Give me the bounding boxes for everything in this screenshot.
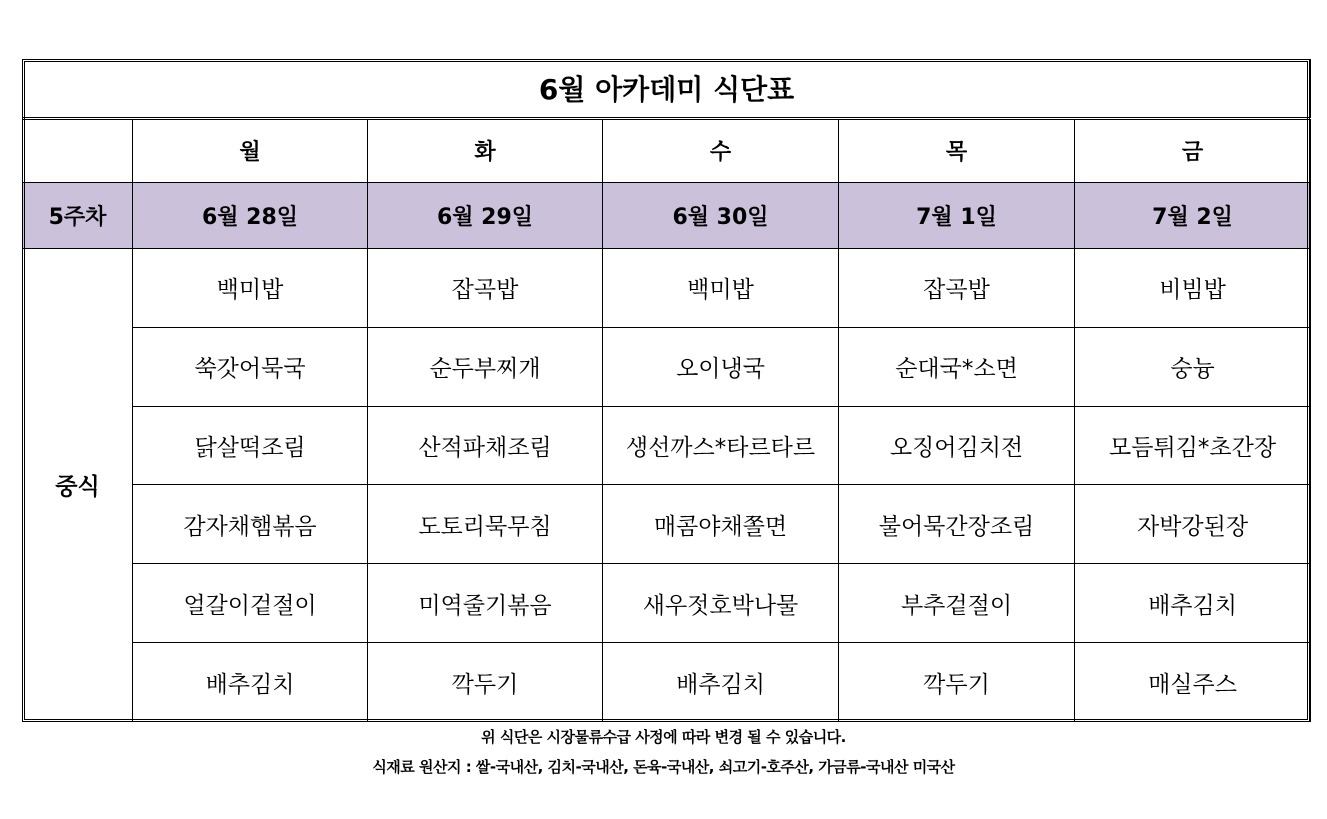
dish-cell: 오이냉국: [603, 327, 839, 406]
dish-cell: 깍두기: [839, 643, 1075, 722]
dish-cell: 오징어김치전: [839, 406, 1075, 485]
meal-label: 중식: [23, 248, 133, 721]
dish-cell: 산적파채조림: [368, 406, 603, 485]
date-fri: 7월 2일: [1075, 183, 1311, 249]
date-tue: 6월 29일: [368, 183, 603, 249]
dish-cell: 배추김치: [133, 643, 368, 722]
dish-cell: 도토리묵무침: [368, 485, 603, 564]
dish-cell: 백미밥: [133, 248, 368, 327]
dish-cell: 매콤야채쫄면: [603, 485, 839, 564]
dish-cell: 미역줄기볶음: [368, 564, 603, 643]
change-notice: 위 식단은 시장물류수급 사정에 따라 변경 될 수 있습니다.: [481, 728, 846, 746]
weekday-tue: 화: [368, 118, 603, 183]
weekday-mon: 월: [133, 118, 368, 183]
dish-cell: 백미밥: [603, 248, 839, 327]
dish-cell: 감자채햄볶음: [133, 485, 368, 564]
dish-cell: 순두부찌개: [368, 327, 603, 406]
origin-notice: 식재료 원산지 : 쌀-국내산, 김치-국내산, 돈육-국내산, 쇠고기-호주산, 가금류-국내산 미국산: [372, 758, 955, 776]
date-thu: 7월 1일: [839, 183, 1075, 249]
dish-cell: 불어묵간장조림: [839, 485, 1075, 564]
dish-cell: 배추김치: [1075, 564, 1311, 643]
dish-cell: 닭살떡조림: [133, 406, 368, 485]
date-mon: 6월 28일: [133, 183, 368, 249]
dish-cell: 배추김치: [603, 643, 839, 722]
dish-cell: 자박강된장: [1075, 485, 1311, 564]
dish-cell: 매실주스: [1075, 643, 1311, 722]
weekday-wed: 수: [603, 118, 839, 183]
week-label: 5주차: [23, 183, 133, 249]
dish-cell: 생선까스*타르타르: [603, 406, 839, 485]
dish-cell: 쑥갓어묵국: [133, 327, 368, 406]
weekday-fri: 금: [1075, 118, 1311, 183]
table-outer-border: [22, 59, 1310, 722]
dish-cell: 부추겉절이: [839, 564, 1075, 643]
dish-cell: 얼갈이겉절이: [133, 564, 368, 643]
dish-cell: 순대국*소면: [839, 327, 1075, 406]
date-wed: 6월 30일: [603, 183, 839, 249]
dish-cell: 숭늉: [1075, 327, 1311, 406]
dish-cell: 잡곡밥: [839, 248, 1075, 327]
dish-cell: 잡곡밥: [368, 248, 603, 327]
weekday-thu: 목: [839, 118, 1075, 183]
dish-cell: 비빔밥: [1075, 248, 1311, 327]
dish-cell: 깍두기: [368, 643, 603, 722]
page-title: 6월 아카데미 식단표: [23, 60, 1311, 119]
dish-cell: 새우젓호박나물: [603, 564, 839, 643]
dish-cell: 모듬튀김*초간장: [1075, 406, 1311, 485]
